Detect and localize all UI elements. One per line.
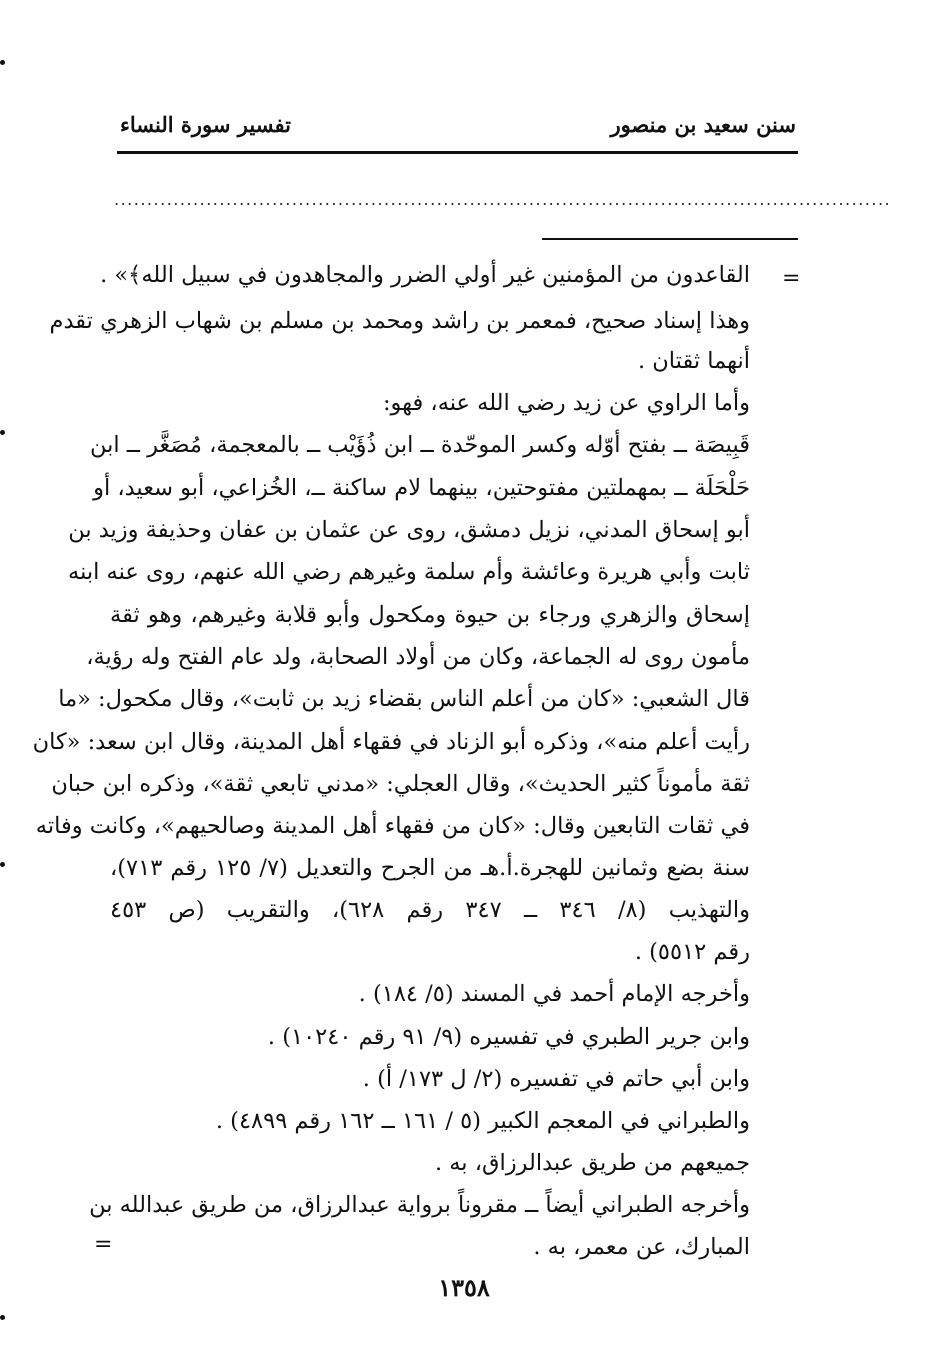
text-line: ثابت وأبي هريرة وعائشة وأم سلمة وغيرهم رضي الله عنهم، روى عنه ابنه: [68, 559, 750, 585]
text-line: وأما الراوي عن زيد رضي الله عنه، فهو:: [382, 390, 750, 416]
text-line: المبارك، عن معمر، به .: [533, 1234, 750, 1260]
scan-speck: [0, 60, 5, 65]
text-line: حَلْحَلَة ــ بمهملتين مفتوحتين، بينهما لام ساكنة ــ، الخُزاعي، أبو سعيد، أو: [93, 475, 750, 501]
text-line: سنة بضع وثمانين للهجرة.أ.هـ من الجرح والتعديل (٧/ ١٢٥ رقم ٧١٣)،: [110, 855, 750, 881]
header-section-title: تفسير سورة النساء: [120, 112, 291, 137]
text-line: أنهما ثقتان .: [637, 348, 750, 374]
text-line: رقم ٥٥١٢) .: [634, 939, 750, 965]
text-line: القاعدون من المؤمنين غير أولي الضرر والمجاهدون في سبيل الله﴾» .: [100, 262, 750, 288]
text-line: وهذا إسناد صحيح، فمعمر بن راشد ومحمد بن مسلم بن شهاب الزهري تقدم: [49, 308, 750, 334]
text-line: إسحاق والزهري ورجاء بن حيوة ومكحول وأبو قلابة وغيرهم، وهو ثقة: [110, 602, 750, 628]
text-line: قال الشعبي: «كان من أعلم الناس بقضاء زيد بن ثابت»، وقال مكحول: «ما: [58, 686, 750, 712]
text-line: والطبراني في المعجم الكبير (٥ / ١٦١ ــ ١٦٢ رقم ٤٨٩٩) .: [215, 1108, 750, 1134]
text-line: رأيت أعلم منه»، وذكره أبو الزناد في فقهاء أهل المدينة، وقال ابن سعد: «كان: [32, 729, 750, 755]
page-number: ١٣٥٨: [438, 1273, 490, 1302]
text-line: مأمون روى له الجماعة، وكان من أولاد الصحابة، ولد عام الفتح وله رؤية،: [86, 644, 750, 670]
text-line: وأخرجه الإمام أحمد في المسند (٥/ ١٨٤) .: [358, 981, 750, 1007]
text-line: في ثقات التابعين وقال: «كان من فقهاء أهل المدينة وصالحيهم»، وكانت وفاته: [35, 813, 750, 839]
header-book-title: سنن سعيد بن منصور: [610, 112, 796, 137]
text-line: والتهذيب (٨/ ٣٤٦ ــ ٣٤٧ رقم ٦٢٨)، والتقريب (ص ٤٥٣: [110, 897, 750, 923]
continuation-mark-top: =: [782, 266, 801, 291]
continuation-mark-bottom: =: [94, 1232, 113, 1257]
dotted-separator: ......................................................................................................................: [114, 190, 892, 209]
text-line: وابن جرير الطبري في تفسيره (٩/ ٩١ رقم ١٠٢٤٠) .: [267, 1024, 750, 1050]
text-line: قَبِيصَة ــ بفتح أوّله وكسر الموحّدة ــ ابن ذُؤَيْب ــ بالمعجمة، مُصَغَّر ــ ابن: [90, 432, 750, 458]
scan-speck: [0, 430, 5, 435]
text-line: ثقة مأموناً كثير الحديث»، وقال العجلي: «مدني تابعي ثقة»، وذكره ابن حبان: [51, 771, 750, 797]
text-line: وابن أبي حاتم في تفسيره (٢/ ل ١٧٣/ أ) .: [362, 1066, 750, 1092]
scan-speck: [0, 862, 5, 867]
text-line: جميعهم من طريق عبدالرزاق، به .: [434, 1150, 750, 1176]
footnote-rule: [542, 238, 798, 240]
text-line: وأخرجه الطبراني أيضاً ــ مقروناً برواية عبدالرزاق، من طريق عبدالله بن: [89, 1192, 750, 1218]
header-rule: [117, 151, 798, 154]
text-line: أبو إسحاق المدني، نزيل دمشق، روى عن عثمان بن عفان وحذيفة وزيد بن: [68, 517, 750, 543]
scan-speck: [0, 1315, 5, 1320]
